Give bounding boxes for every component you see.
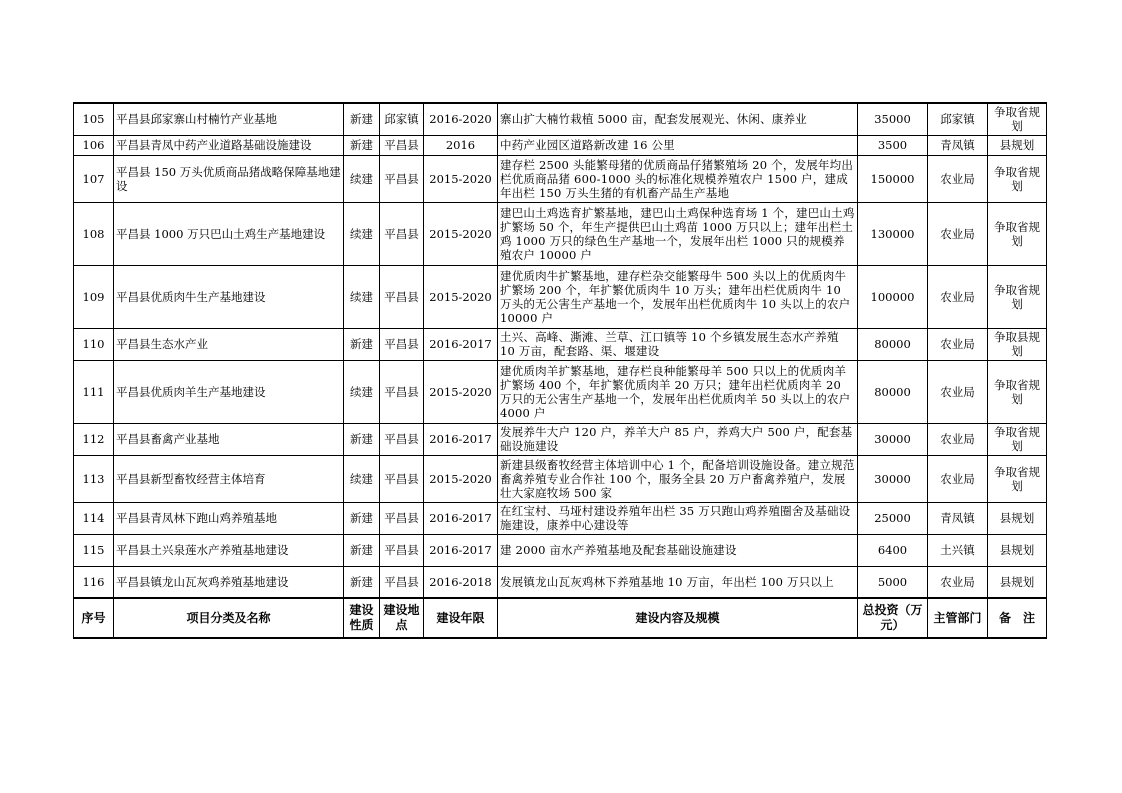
row-note: 争取省规划: [988, 103, 1047, 135]
row-years: 2016-2017: [424, 534, 498, 566]
row-place: 平昌县: [380, 534, 424, 566]
row-place: 平昌县: [380, 328, 424, 360]
table-row: [74, 534, 1047, 566]
row-place: 平昌县: [380, 455, 424, 502]
row-project-name: 平昌县优质肉羊生产基地建设: [114, 360, 344, 423]
row-number: 110: [74, 328, 114, 360]
table-row: [74, 502, 1047, 534]
header-content: 建设内容及规模: [498, 598, 858, 638]
row-project-name: 平昌县新型畜牧经营主体培育: [114, 455, 344, 502]
table-row: [74, 566, 1047, 598]
row-department: 农业局: [928, 328, 988, 360]
row-department: 农业局: [928, 155, 988, 202]
header-dept: 主管部门: [928, 598, 988, 638]
row-place: 平昌县: [380, 135, 424, 155]
header-nature: 建设性质: [344, 598, 380, 638]
row-investment: 80000: [858, 360, 928, 423]
row-place: 平昌县: [380, 202, 424, 265]
row-years: 2016-2017: [424, 328, 498, 360]
table-row: [74, 265, 1047, 328]
header-years: 建设年限: [424, 598, 498, 638]
table-row: [74, 202, 1047, 265]
row-note: 争取省规划: [988, 155, 1047, 202]
row-project-name: 平昌县青凤中药产业道路基础设施建设: [114, 135, 344, 155]
row-project-name: 平昌县畜禽产业基地: [114, 423, 344, 455]
row-nature: 新建: [344, 534, 380, 566]
row-nature: 新建: [344, 423, 380, 455]
row-years: 2016-2020: [424, 103, 498, 135]
row-nature: 续建: [344, 155, 380, 202]
row-years: 2015-2020: [424, 265, 498, 328]
row-content: 新建县级畜牧经营主体培训中心 1 个，配备培训设施设备。建立规范畜禽养殖专业合作社 100 个，服务全县 20 万户畜禽养殖户，发展壮大家庭牧场 500 家: [498, 455, 858, 502]
row-project-name: 平昌县生态水产业: [114, 328, 344, 360]
row-note: 争取省规划: [988, 360, 1047, 423]
row-note: 争取县规划: [988, 328, 1047, 360]
row-investment: 25000: [858, 502, 928, 534]
row-investment: 30000: [858, 423, 928, 455]
row-nature: 新建: [344, 502, 380, 534]
row-number: 107: [74, 155, 114, 202]
table-header-row: [74, 598, 1047, 638]
row-years: 2015-2020: [424, 360, 498, 423]
row-years: 2016: [424, 135, 498, 155]
row-department: 农业局: [928, 265, 988, 328]
row-investment: 3500: [858, 135, 928, 155]
row-note: 县规划: [988, 566, 1047, 598]
row-place: 邱家镇: [380, 103, 424, 135]
row-place: 平昌县: [380, 423, 424, 455]
row-project-name: 平昌县 1000 万只巴山土鸡生产基地建设: [114, 202, 344, 265]
row-department: 土兴镇: [928, 534, 988, 566]
row-content: 寨山扩大楠竹栽植 5000 亩，配套发展观光、休闲、康养业: [498, 103, 858, 135]
row-project-name: 平昌县邱家寨山村楠竹产业基地: [114, 103, 344, 135]
row-content: 建优质肉牛扩繁基地，建存栏杂交能繁母牛 500 头以上的优质肉牛扩繁场 200 个，年扩繁优质肉牛 10 万头；建年出栏优质肉牛 10 万头的无公害生产基地一个，发展年出栏优质肉牛 10 头以上的农户 10000 户: [498, 265, 858, 328]
row-note: 县规划: [988, 135, 1047, 155]
row-investment: 5000: [858, 566, 928, 598]
row-investment: 80000: [858, 328, 928, 360]
row-nature: 新建: [344, 566, 380, 598]
row-years: 2016-2017: [424, 502, 498, 534]
table-row: [74, 328, 1047, 360]
row-nature: 续建: [344, 360, 380, 423]
table-row: [74, 103, 1047, 135]
row-place: 平昌县: [380, 502, 424, 534]
row-investment: 100000: [858, 265, 928, 328]
row-place: 平昌县: [380, 566, 424, 598]
table-row: [74, 135, 1047, 155]
row-project-name: 平昌县优质肉牛生产基地建设: [114, 265, 344, 328]
row-place: 平昌县: [380, 265, 424, 328]
row-department: 农业局: [928, 202, 988, 265]
row-number: 114: [74, 502, 114, 534]
row-content: 在红宝村、马垭村建设养殖年出栏 35 万只跑山鸡养殖圈舍及基础设施建设，康养中心建设等: [498, 502, 858, 534]
row-nature: 新建: [344, 103, 380, 135]
row-number: 115: [74, 534, 114, 566]
row-years: 2015-2020: [424, 455, 498, 502]
row-project-name: 平昌县镇龙山瓦灰鸡养殖基地建设: [114, 566, 344, 598]
row-number: 113: [74, 455, 114, 502]
row-investment: 30000: [858, 455, 928, 502]
table-row: [74, 360, 1047, 423]
row-investment: 150000: [858, 155, 928, 202]
project-table: [73, 102, 1047, 639]
row-department: 农业局: [928, 360, 988, 423]
table-row: [74, 155, 1047, 202]
row-number: 116: [74, 566, 114, 598]
row-project-name: 平昌县 150 万头优质商品猪战略保障基地建设: [114, 155, 344, 202]
row-number: 109: [74, 265, 114, 328]
row-note: 争取省规划: [988, 202, 1047, 265]
row-number: 106: [74, 135, 114, 155]
row-years: 2016-2018: [424, 566, 498, 598]
row-department: 农业局: [928, 455, 988, 502]
row-department: 农业局: [928, 423, 988, 455]
row-nature: 新建: [344, 135, 380, 155]
row-project-name: 平昌县土兴泉莲水产养殖基地建设: [114, 534, 344, 566]
row-department: 青凤镇: [928, 502, 988, 534]
row-investment: 130000: [858, 202, 928, 265]
row-content: 发展镇龙山瓦灰鸡林下养殖基地 10 万亩，年出栏 100 万只以上: [498, 566, 858, 598]
row-content: 建 2000 亩水产养殖基地及配套基础设施建设: [498, 534, 858, 566]
header-note: 备 注: [988, 598, 1047, 638]
row-department: 农业局: [928, 566, 988, 598]
header-no: 序号: [74, 598, 114, 638]
table-row: [74, 423, 1047, 455]
row-number: 112: [74, 423, 114, 455]
row-note: 争取省规划: [988, 423, 1047, 455]
row-note: 争取省规划: [988, 265, 1047, 328]
row-content: 中药产业园区道路新改建 16 公里: [498, 135, 858, 155]
header-name: 项目分类及名称: [114, 598, 344, 638]
row-nature: 续建: [344, 265, 380, 328]
row-number: 105: [74, 103, 114, 135]
header-invest: 总投资（万元）: [858, 598, 928, 638]
row-nature: 续建: [344, 455, 380, 502]
row-content: 发展养牛大户 120 户，养羊大户 85 户，养鸡大户 500 户，配套基础设施建设: [498, 423, 858, 455]
row-years: 2015-2020: [424, 202, 498, 265]
row-investment: 6400: [858, 534, 928, 566]
row-department: 青凤镇: [928, 135, 988, 155]
row-content: 土兴、高峰、澌滩、兰草、江口镇等 10 个乡镇发展生态水产养殖 10 万亩，配套路、渠、堰建设: [498, 328, 858, 360]
row-note: 争取省规划: [988, 455, 1047, 502]
row-content: 建存栏 2500 头能繁母猪的优质商品仔猪繁殖场 20 个，发展年均出栏优质商品猪 600-1000 头的标准化规模养殖农户 1500 户，建成年出栏 150 万头生猪的有机畜产品生产基地: [498, 155, 858, 202]
row-years: 2016-2017: [424, 423, 498, 455]
row-note: 县规划: [988, 534, 1047, 566]
row-number: 108: [74, 202, 114, 265]
row-number: 111: [74, 360, 114, 423]
row-nature: 新建: [344, 328, 380, 360]
row-nature: 续建: [344, 202, 380, 265]
row-place: 平昌县: [380, 155, 424, 202]
table-row: [74, 455, 1047, 502]
row-content: 建巴山土鸡选育扩繁基地，建巴山土鸡保种选育场 1 个，建巴山土鸡扩繁场 50 个，年生产提供巴山土鸡苗 1000 万只以上；建年出栏土鸡 1000 万只的绿色生产基地一个，发展年出栏 1000 只的规模养殖农户 10000 户: [498, 202, 858, 265]
row-years: 2015-2020: [424, 155, 498, 202]
row-place: 平昌县: [380, 360, 424, 423]
row-investment: 35000: [858, 103, 928, 135]
row-project-name: 平昌县青凤林下跑山鸡养殖基地: [114, 502, 344, 534]
row-note: 县规划: [988, 502, 1047, 534]
row-department: 邱家镇: [928, 103, 988, 135]
row-content: 建优质肉羊扩繁基地，建存栏良种能繁母羊 500 只以上的优质肉羊扩繁场 400 个，年扩繁优质肉羊 20 万只；建年出栏优质肉羊 20 万只的无公害生产基地一个，发展年出栏优质肉羊 50 头以上的农户 4000 户: [498, 360, 858, 423]
header-place: 建设地点: [380, 598, 424, 638]
